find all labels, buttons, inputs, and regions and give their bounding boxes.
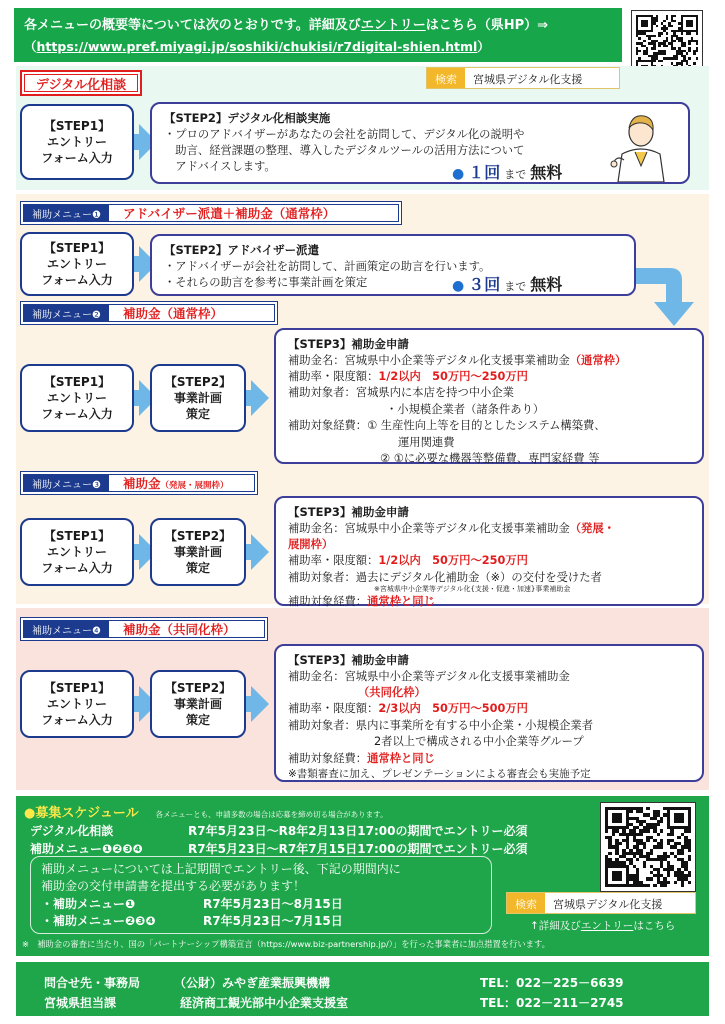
step2-line2: 事業計画 (173, 544, 222, 559)
subsidy-name-row (288, 353, 690, 369)
step1-line2: エントリー (46, 544, 107, 559)
curved-arrow-icon (636, 262, 706, 328)
cost-row (288, 751, 690, 767)
contact-org1: （公財）みやぎ産業振興機構 (174, 976, 331, 990)
schedule-note: 各メニューとも、申請多数の場合は応募を締め切る場合があります。 (155, 810, 388, 819)
cost-value: 通常枠と同じ (367, 594, 435, 608)
menu1-tag (20, 201, 402, 225)
section1-step1 (20, 104, 134, 180)
rate-value: 1/2以内 50万円～250万円 (378, 554, 528, 568)
menu3-number: 補助メニュー❸ (24, 475, 109, 491)
search-text: 宮城県デジタル化支援 (473, 73, 583, 86)
step3-title: 【STEP3】補助金申請 (288, 653, 409, 667)
step2-line: 助言、経営課題の整理、導入したデジタルツールの活用方法について (164, 144, 525, 158)
subsidy-name: 補助金名：宮城県中小企業等デジタル化支援事業補助金 (288, 353, 570, 367)
menu4-step3-card (274, 644, 704, 782)
qr-code-bottom[interactable] (600, 802, 696, 892)
schedule-title-row (24, 802, 388, 821)
search-box-bottom[interactable] (506, 892, 696, 914)
header-banner (14, 8, 622, 62)
box-line: 補助メニューについては上記期間でエントリー後、下記の期間内に (41, 862, 401, 876)
menu3-title-small: （発展・展開枠） (160, 481, 229, 491)
menu3-title (109, 474, 243, 492)
schedule-row2-value: R7年5月23日～R7年7月15日17:00の期間でエントリー必須 (188, 842, 528, 856)
menu3-tag (20, 471, 258, 495)
contact-footer (16, 962, 709, 1016)
step1-label: 【STEP1】 (43, 118, 111, 133)
header-entry-text: エントリー (360, 18, 426, 33)
cost-line: 運用関連費 (398, 435, 455, 449)
cost-label: 補助対象経費： (288, 594, 368, 608)
menu2-tag (20, 301, 278, 325)
section1-free-badge (452, 160, 562, 183)
menu1-step1 (20, 232, 134, 296)
box-row (41, 913, 481, 930)
until-text: まで (504, 280, 527, 293)
rate-label: 補助率・限度額： (288, 554, 379, 568)
qr-module (688, 884, 691, 887)
step2-line3: 策定 (185, 407, 210, 422)
detail-link-row[interactable] (530, 918, 675, 933)
search-label: 検索 (507, 893, 545, 913)
subsidy-tag: （共同化枠） (358, 686, 426, 700)
menu1-number: 補助メニュー❶ (24, 205, 109, 221)
box-row (41, 896, 481, 913)
box-row-label: ・補助メニュー❶ (41, 896, 136, 911)
header-line1 (24, 14, 612, 33)
header-line2 (24, 37, 612, 55)
cost-line: 補助対象経費：① 生産性向上等を目的としたシステム構築費、 (288, 419, 606, 433)
right-arrow-icon (251, 686, 269, 722)
box-line: 補助金の交付申請書を提出する必要があります！ (41, 879, 306, 894)
subsidy-name: 補助金名：宮城県中小企業等デジタル化支援事業補助金 (288, 669, 570, 683)
free-text: 無料 (530, 275, 563, 294)
dept-label: 宮城県担当課 (44, 996, 117, 1010)
menu1-title: アドバイザー派遣＋補助金（通常枠） (122, 206, 336, 221)
rate-row (288, 701, 690, 717)
step3-title: 【STEP3】補助金申請 (288, 337, 409, 351)
advisor-illustration (608, 108, 674, 182)
step1-line3: フォーム入力 (41, 151, 113, 166)
target-line: ・小規模企業者（諸条件あり） (386, 402, 545, 416)
step1-label: 【STEP1】 (43, 680, 111, 695)
step1-line3: フォーム入力 (41, 407, 113, 422)
schedule-row2-label: 補助メニュー❶❷❸❹ (30, 842, 143, 856)
rate-value: 1/2以内 50万円～250万円 (378, 370, 528, 384)
target-line: 補助対象者：県内に事業所を有する中小企業・小規模企業者 (288, 718, 594, 732)
menu3-title-main: 補助金 (122, 476, 161, 491)
header-url-link[interactable]: https://www.pref.miyagi.jp/soshiki/chukisi/r7digital-shien.html (36, 39, 478, 54)
step1-label: 【STEP1】 (43, 528, 111, 543)
menu1-free-badge (452, 272, 562, 295)
section1-tag (20, 70, 142, 96)
step1-line2: エントリー (46, 256, 107, 271)
menu4-number: 補助メニュー❹ (24, 621, 109, 637)
search-text: 宮城県デジタル化支援 (553, 898, 663, 911)
subsidy-tag-cont: 展開枠） (288, 538, 334, 552)
menu3-step1 (20, 518, 134, 586)
bullet-icon: ● (452, 166, 465, 182)
contact-org2: 経済商工観光部中小企業支援室 (180, 996, 349, 1010)
menu3-step2 (150, 518, 246, 586)
step2-title: 【STEP2】アドバイザー派遣 (164, 243, 320, 257)
rate-row (288, 553, 690, 569)
schedule-box (30, 856, 492, 934)
free-text: 無料 (530, 163, 563, 182)
step1-line3: フォーム入力 (41, 561, 113, 576)
menu2-step2 (150, 364, 246, 432)
schedule-row1-value: R7年5月23日～R8年2月13日17:00の期間でエントリー必須 (188, 824, 528, 838)
box-row-value: R7年5月23日～7月15日 (203, 914, 343, 929)
cost-value: 通常枠と同じ (367, 751, 435, 765)
step1-line2: エントリー (46, 390, 107, 405)
right-arrow-icon (251, 534, 269, 570)
menu2-title: 補助金（通常枠） (122, 306, 223, 321)
menu2-step1 (20, 364, 134, 432)
rate-row (288, 369, 690, 385)
header-text: 各メニューの概要等については次のとおりです。詳細及び (24, 18, 361, 33)
target-line: 2者以上で構成される中小企業等グループ (374, 735, 584, 749)
step1-label: 【STEP1】 (43, 240, 111, 255)
step2-line: ・アドバイザーが会社を訪問して、計画策定の助言を行います。 (164, 259, 491, 273)
menu4-step2 (150, 670, 246, 738)
paren-open: （ (24, 39, 37, 54)
contact-label: 問合せ先・事務局 (44, 976, 141, 990)
subsidy-name: 補助金名：宮城県中小企業等デジタル化支援事業補助金 (288, 521, 570, 535)
count-text: １回 (468, 163, 501, 182)
step2-label: 【STEP2】 (164, 374, 232, 389)
section1-tag-label: デジタル化相談 (24, 74, 138, 92)
step2-title: 【STEP2】デジタル化相談実施 (164, 111, 331, 125)
note-line: ※書類審査に加え、プレゼンテーションによる審査会も実施予定 (288, 767, 591, 780)
step2-line2: 事業計画 (173, 390, 222, 405)
cost-label: 補助対象経費： (288, 751, 368, 765)
box-row-value: R7年5月23日～8月15日 (203, 896, 343, 911)
menu4-tag (20, 617, 268, 641)
subsidy-name-row (288, 521, 690, 537)
detail-entry-text: エントリー (580, 920, 634, 932)
step2-line3: 策定 (185, 713, 210, 728)
menu1-step2-card (150, 234, 636, 296)
footnote: ※宮城県中小企業等デジタル化{支援・促進・加速}事業補助金 (374, 585, 571, 594)
contact-tel2: TEL：022－211－2745 (480, 996, 624, 1010)
target-line: 補助対象者：過去にデジタル化補助金（※）の交付を受けた者 (288, 570, 602, 584)
step2-line2: 事業計画 (173, 696, 222, 711)
step2-line: ・それらの助言を参考に事業計画を策定 (164, 276, 368, 290)
box-row-label: ・補助メニュー❷❸❹ (41, 914, 156, 929)
target-line: 補助対象者：宮城県内に本店を持つ中小企業 (288, 386, 514, 400)
bullet-icon: ● (452, 278, 465, 294)
cost-line: ② ①に必要な機器等整備費、専門家経費 等 (380, 451, 600, 465)
menu3-step3-card (274, 496, 704, 606)
rate-label: 補助率・限度額： (288, 702, 379, 716)
rate-value: 2/3以内 50万円～500万円 (378, 702, 528, 716)
subsidy-tag: （発展・ (569, 521, 615, 535)
detail-end-text: はこちら (633, 920, 676, 932)
step2-line: ・プロのアドバイザーがあなたの会社を訪問して、デジタル化の説明や (164, 127, 525, 141)
step1-line2: エントリー (46, 696, 107, 711)
header-text-end: はこちら（県HP）⇒ (425, 18, 549, 33)
partnership-note: ※ 補助金の審査に当たり、国の「パートナーシップ構築宣言（https://www.biz-partnership.jp/）」を行った事業者に加点措置を行います。 (22, 939, 550, 949)
right-arrow-icon (251, 380, 269, 416)
contact-tel1: TEL：022－225－6639 (480, 976, 624, 990)
step2-line: アドバイスします。 (164, 160, 276, 174)
rate-label: 補助率・限度額： (288, 370, 379, 384)
step1-label: 【STEP1】 (43, 374, 111, 389)
until-text: まで (504, 168, 527, 181)
step3-title: 【STEP3】補助金申請 (288, 505, 409, 519)
step2-line3: 策定 (185, 561, 210, 576)
search-label: 検索 (427, 68, 465, 88)
schedule-panel (16, 796, 709, 956)
search-box-top[interactable] (426, 67, 620, 89)
menu2-step3-card (274, 328, 704, 464)
step2-label: 【STEP2】 (164, 528, 232, 543)
menu4-step1 (20, 670, 134, 738)
schedule-row1-label: デジタル化相談 (30, 824, 114, 838)
paren-close: ） (477, 39, 490, 54)
step1-line3: フォーム入力 (41, 273, 113, 288)
menu2-number: 補助メニュー❷ (24, 305, 109, 321)
step1-line2: エントリー (46, 134, 107, 149)
subsidy-tag: （通常枠） (569, 353, 627, 367)
menu4-title: 補助金（共同化枠） (122, 622, 236, 637)
count-text: ３回 (468, 275, 501, 294)
schedule-title: ●募集スケジュール (24, 806, 139, 821)
detail-arrow-text: ↑詳細及び (530, 920, 581, 932)
step2-label: 【STEP2】 (164, 680, 232, 695)
step1-line3: フォーム入力 (41, 713, 113, 728)
